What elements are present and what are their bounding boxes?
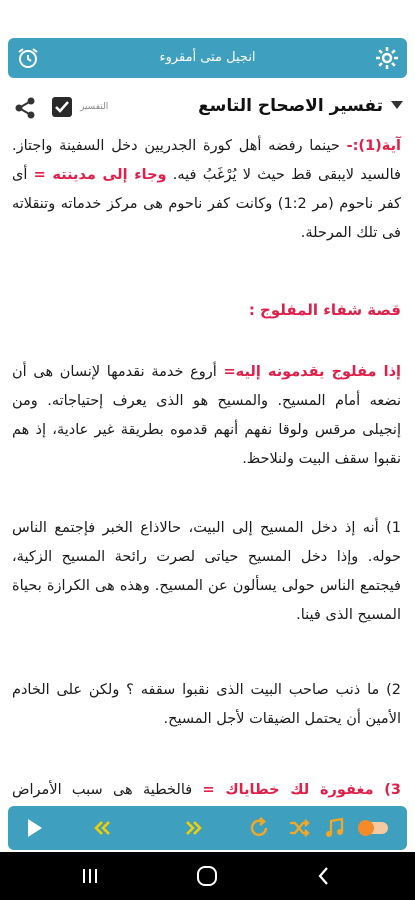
gear-icon[interactable] xyxy=(375,46,399,70)
fast-forward-icon[interactable] xyxy=(180,812,206,844)
paragraph-text: أروع خدمة نقدمها لإنسان هى أن نضعه أمام المسيح. والمسيح هو الذى يعرف إحتياجاته. ومن إنجيلى مرقس ولوقا نفهم أنهم قدموه بطريقة غير عادية، إذ هم نقبوا سقف البيت ولنلاحظ. xyxy=(12,364,401,467)
commentary-content xyxy=(0,86,415,798)
highlight-text: 3) مغفورة لك خطاياك = xyxy=(202,782,401,798)
status-bar xyxy=(0,0,415,34)
highlight-text: وجاء إلى مدينته = xyxy=(33,167,167,183)
paragraph-point-1: 1) أنه إذ دخل المسيح إلى البيت، حالاذاع الخبر فإجتمع الناس حوله. وإذا دخل المسيح حياتى لصرت رائحة المسيح الزكية، فيجتمع الناس حولى يسألون عن المسيح. وهذه هى الكرازة بحياة المسيح الذى فينا. xyxy=(12,520,401,623)
commentary-checkbox[interactable] xyxy=(52,97,72,117)
highlight-text: إذا مفلوج يقدمونه إليه= xyxy=(223,364,401,380)
repeat-icon[interactable] xyxy=(246,812,272,844)
paragraph-text: حينما رفضه أهل كورة الجدريين دخل السفينة واجتاز. فالسيد لايبقى قط حيث لا يُرْغَبُ فيه. xyxy=(12,138,401,183)
music-note-icon[interactable] xyxy=(322,812,346,844)
recents-icon[interactable] xyxy=(78,864,102,888)
paragraph-text: أى كفر ناحوم (مر 1:2) وكانت كفر ناحوم هى مركز خدماته وتنقلاته فى تلك المرحلة. xyxy=(12,167,401,241)
paragraph-point-2: 2) ما ذنب صاحب البيت الذى نقبوا سقفه ؟ ولكن على الخادم الأمين أن يحتمل الضيقات لأجل المسيح. xyxy=(12,682,401,727)
chevron-down-icon[interactable] xyxy=(391,101,403,109)
section-title: تفسير الاصحاح التاسع xyxy=(198,96,383,116)
section-header xyxy=(10,94,405,124)
heading-healing-paralytic: قصة شفاء المفلوج : xyxy=(248,301,401,319)
home-icon[interactable] xyxy=(194,864,220,888)
paragraph-paralytic xyxy=(12,358,401,474)
share-icon[interactable] xyxy=(14,96,36,120)
alarm-clock-icon[interactable] xyxy=(16,46,40,70)
check-icon xyxy=(52,97,72,117)
system-nav-bar xyxy=(0,852,415,900)
rewind-icon[interactable] xyxy=(90,812,116,844)
toggle-label: التفسير xyxy=(80,102,109,112)
verse-label: آية(1):- xyxy=(346,138,401,154)
play-icon[interactable] xyxy=(22,812,48,844)
back-icon[interactable] xyxy=(312,864,336,888)
app-bar xyxy=(8,38,407,78)
paragraph-verse-1 xyxy=(12,132,401,248)
audio-controls xyxy=(8,806,407,850)
toggle-switch-icon[interactable] xyxy=(352,812,394,844)
paragraph-text: فالخطية هى سبب الأمراض xyxy=(12,782,193,798)
app-title: انجيل متى أمقروء xyxy=(159,50,256,65)
shuffle-icon[interactable] xyxy=(286,812,312,844)
